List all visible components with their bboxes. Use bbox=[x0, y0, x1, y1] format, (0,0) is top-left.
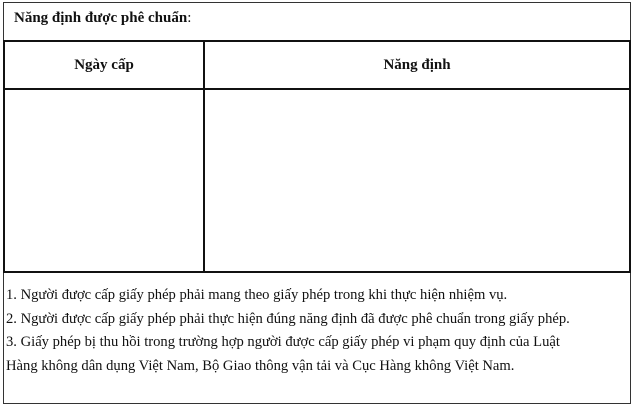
note-line: 2. Người được cấp giấy phép phải thực hiện đúng năng định đã được phê chuẩn trong giấy phép. bbox=[6, 310, 570, 327]
table-cell-issue-date bbox=[5, 90, 203, 271]
section-title-colon: : bbox=[187, 10, 192, 26]
note-line: 1. Người được cấp giấy phép phải mang theo giấy phép trong khi thực hiện nhiệm vụ. bbox=[6, 287, 508, 303]
column-header-issue-date: Ngày cấp bbox=[74, 57, 134, 73]
ratings-table bbox=[3, 40, 631, 273]
column-header-rating: Năng định bbox=[383, 57, 451, 73]
license-notes bbox=[6, 284, 632, 378]
table-cell-rating bbox=[205, 90, 629, 271]
section-title: Năng định được phê chuẩn bbox=[14, 10, 188, 26]
note-line: Hàng không dân dụng Việt Nam, Bộ Giao thông vận tải và Cục Hàng không Việt Nam. bbox=[6, 357, 515, 374]
section-heading bbox=[14, 8, 191, 28]
note-line: 3. Giấy phép bị thu hồi trong trường hợp người được cấp giấy phép vi phạm quy định của Luật bbox=[6, 334, 560, 350]
